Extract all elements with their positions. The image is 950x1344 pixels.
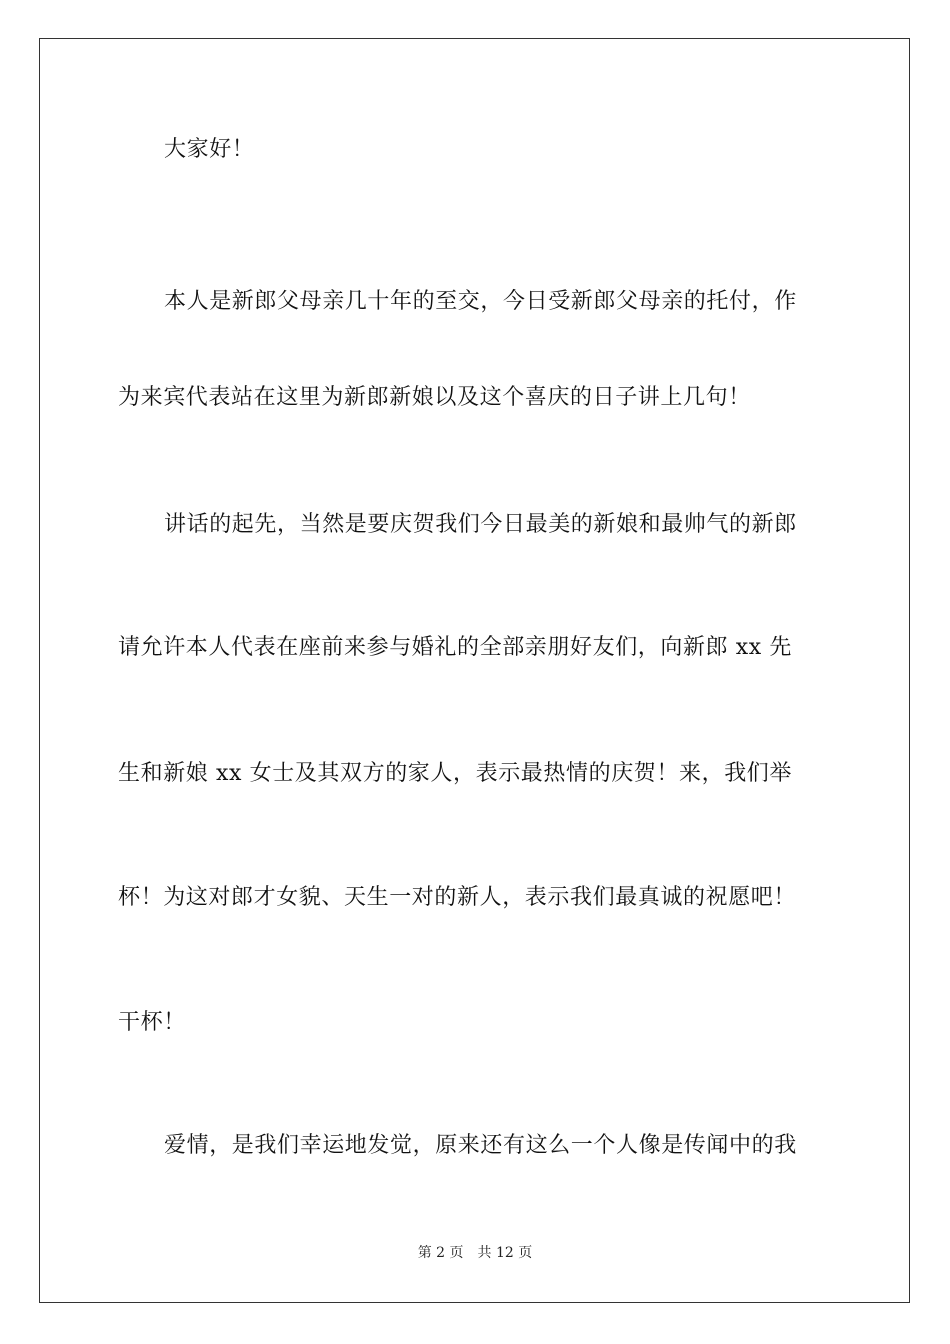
text-line-greeting: 大家好！ (164, 137, 255, 162)
text-line: 杯！为这对郎才女貌、天生一对的新人，表示我们最真诚的祝愿吧！ (118, 885, 797, 910)
page-total: 共 12 页 (477, 1245, 533, 1261)
text-line: 爱情，是我们幸运地发觉，原来还有这么一个人像是传闻中的我 (164, 1133, 797, 1158)
text-line: 请允许本人代表在座前来参与婚礼的全部亲朋好友们，向新郎 xx 先 (118, 635, 793, 660)
page-footer (0, 1244, 950, 1262)
text-line: 本人是新郎父母亲几十年的至交，今日受新郎父母亲的托付，作 (164, 289, 797, 314)
text-line: 干杯！ (118, 1010, 186, 1035)
page-number: 第 2 页 (417, 1245, 464, 1261)
text-line: 为来宾代表站在这里为新郎新娘以及这个喜庆的日子讲上几句！ (118, 385, 751, 410)
page-border (39, 38, 910, 1303)
text-line: 讲话的起先，当然是要庆贺我们今日最美的新娘和最帅气的新郎 (164, 512, 797, 537)
text-line: 生和新娘 xx 女士及其双方的家人，表示最热情的庆贺！来，我们举 (118, 761, 793, 786)
